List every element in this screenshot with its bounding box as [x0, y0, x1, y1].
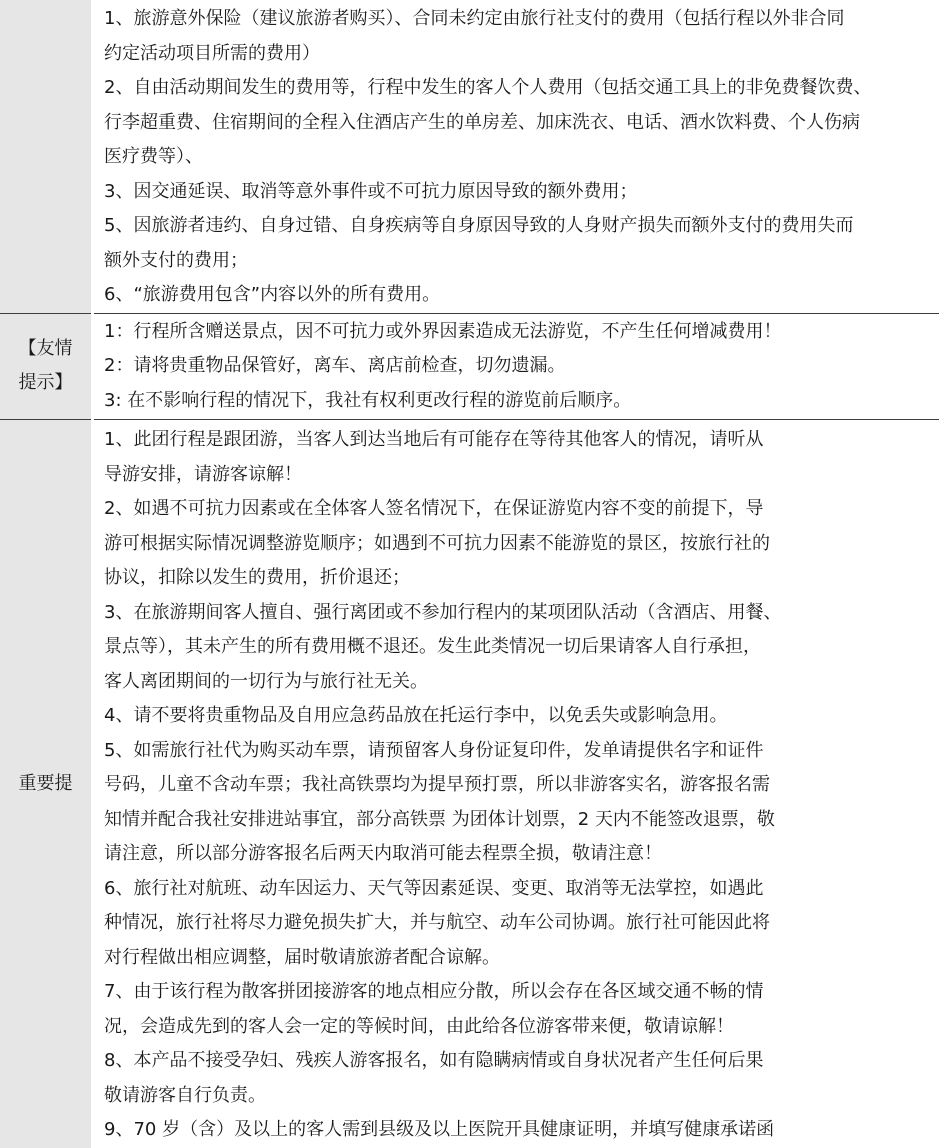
text-line: 对行程做出相应调整，届时敬请旅游者配合谅解。: [104, 941, 935, 976]
text-line: 景点等），其未产生的所有费用概不退还。发生此类情况一切后果请客人自行承担，: [104, 630, 935, 665]
text-line: 行李超重费、住宿期间的全程入住酒店产生的单房差、加床洗衣、电话、酒水饮料费、个人伤病: [104, 106, 935, 141]
text-line: 2、自由活动期间发生的费用等，行程中发生的客人个人费用（包括交通工具上的非免费餐饮费、: [104, 71, 935, 106]
section-label-line: 提示】: [0, 366, 91, 400]
text-line: 医疗费等）、: [104, 140, 935, 175]
text-line: 导游安排，请游客谅解！: [104, 458, 935, 493]
section-label-line: 【友情: [0, 332, 91, 366]
text-line: 客人离团期间的一切行为与旅行社无关。: [104, 665, 935, 700]
section-important-notes: [0, 420, 939, 1148]
text-line: 9、70 岁（含）及以上的客人需到县级及以上医院开具健康证明，并填写健康承诺函: [104, 1113, 935, 1148]
text-line: 知情并配合我社安排进站事宜，部分高铁票 为团体计划票，2 天内不能签改退票，敬: [104, 803, 935, 838]
section-content: [93, 313, 939, 420]
text-line: 敬请游客自行负责。: [104, 1079, 935, 1114]
text-line: 2：请将贵重物品保管好，离车、离店前检查，切勿遗漏。: [104, 349, 935, 384]
text-line: 1、旅游意外保险（建议旅游者购买）、合同未约定由旅行社支付的费用（包括行程以外非合同: [104, 2, 935, 37]
text-line: 2、如遇不可抗力因素或在全体客人签名情况下，在保证游览内容不变的前提下，导: [104, 492, 935, 527]
text-line: 6、旅行社对航班、动车因运力、天气等因素延误、变更、取消等无法掌控，如遇此: [104, 872, 935, 907]
section-label-important: [0, 420, 93, 1148]
text-line: 5、如需旅行社代为购买动车票，请预留客人身份证复印件，发单请提供名字和证件: [104, 734, 935, 769]
text-line: 况，会造成先到的客人会一定的等候时间，由此给各位游客带来便，敬请谅解！: [104, 1010, 935, 1045]
section-label-tips: [0, 313, 93, 420]
text-line: 协议，扣除以发生的费用，折价退还；: [104, 561, 935, 596]
text-line: 5、因旅游者违约、自身过错、自身疾病等自身原因导致的人身财产损失而额外支付的费用失而: [104, 209, 935, 244]
section-content: [93, 420, 939, 1148]
text-line: 8、本产品不接受孕妇、残疾人游客报名，如有隐瞒病情或自身状况者产生任何后果: [104, 1044, 935, 1079]
text-line: 游可根据实际情况调整游览顺序；如遇到不可抗力因素不能游览的景区，按旅行社的: [104, 527, 935, 562]
text-line: 约定活动项目所需的费用）: [104, 37, 935, 72]
section-fees-excluded: [0, 0, 939, 313]
text-line: 1：行程所含赠送景点，因不可抗力或外界因素造成无法游览，不产生任何增减费用！: [104, 315, 935, 350]
text-line: 6、“旅游费用包含”内容以外的所有费用。: [104, 278, 935, 313]
section-content: [93, 0, 939, 313]
text-line: 3: 在不影响行程的情况下，我社有权利更改行程的游览前后顺序。: [104, 384, 935, 419]
text-line: 7、由于该行程为散客拼团接游客的地点相应分散，所以会存在各区域交通不畅的情: [104, 975, 935, 1010]
text-line: 3、因交通延误、取消等意外事件或不可抗力原因导致的额外费用；: [104, 175, 935, 210]
section-label-empty: [0, 0, 93, 313]
text-line: 4、请不要将贵重物品及自用应急药品放在托运行李中，以免丢失或影响急用。: [104, 699, 935, 734]
section-friendly-tips: [0, 313, 939, 420]
text-line: 1、此团行程是跟团游，当客人到达当地后有可能存在等待其他客人的情况，请听从: [104, 423, 935, 458]
text-line: 额外支付的费用；: [104, 244, 935, 279]
text-line: 种情况，旅行社将尽力避免损失扩大，并与航空、动车公司协调。旅行社可能因此将: [104, 906, 935, 941]
text-line: 号码，儿童不含动车票；我社高铁票均为提早预打票，所以非游客实名，游客报名需: [104, 768, 935, 803]
text-line: 3、在旅游期间客人擅自、强行离团或不参加行程内的某项团队活动（含酒店、用餐、: [104, 596, 935, 631]
section-label-line: 重要提: [0, 767, 91, 801]
text-line: 请注意，所以部分游客报名后两天内取消可能去程票全损，敬请注意！: [104, 837, 935, 872]
